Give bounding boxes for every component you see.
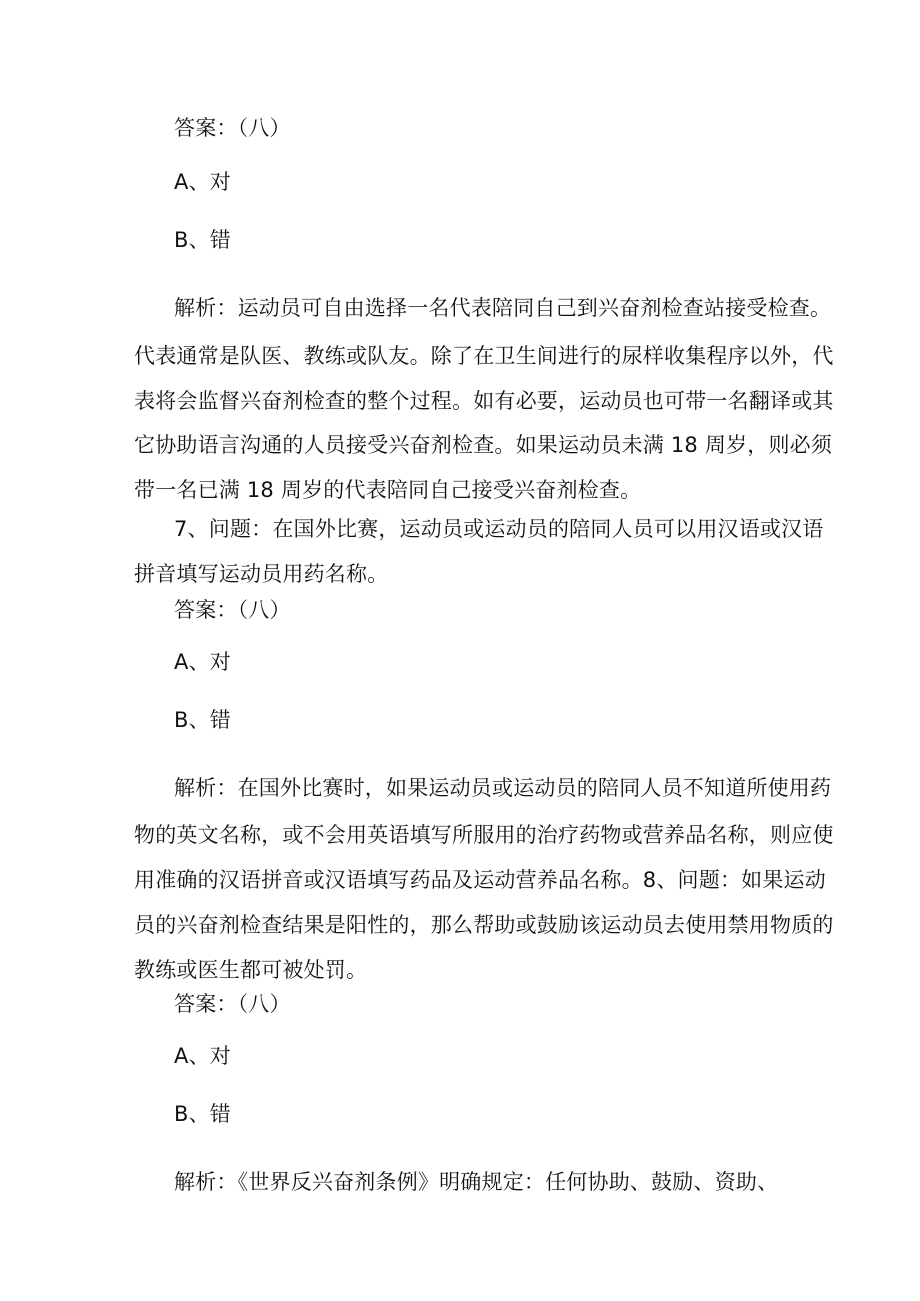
explanation-line: 员的兴奋剂检查结果是阳性的，那么帮助或鼓励该运动员去使用禁用物质的: [134, 913, 834, 937]
explanation-line: 带一名已满 18 周岁的代表陪同自己接受兴奋剂检查。: [134, 478, 642, 502]
explanation-line: 解析：运动员可自由选择一名代表陪同自己到兴奋剂检查站接受检查。: [174, 296, 832, 320]
option-b: B、错: [174, 708, 232, 732]
option-b: B、错: [174, 1102, 232, 1126]
explanation-line: 它协助语言沟通的人员接受兴奋剂检查。如果运动员未满 18 周岁，则必须: [134, 433, 833, 457]
explanation-line: 代表通常是队医、教练或队友。除了在卫生间进行的尿样收集程序以外，代: [134, 344, 834, 368]
option-a: A、对: [174, 170, 231, 194]
answer-line: 答案：（八）: [174, 992, 291, 1016]
question-line: 7、问题：在国外比赛，运动员或运动员的陪同人员可以用汉语或汉语: [174, 517, 824, 541]
explanation-line: 解析：《世界反兴奋剂条例》明确规定：任何协助、鼓励、资助、: [174, 1170, 779, 1194]
explanation-line: 表将会监督兴奋剂检查的整个过程。如有必要，运动员也可带一名翻译或其: [134, 389, 834, 413]
option-a: A、对: [174, 1044, 231, 1068]
answer-line: 答案：（八）: [174, 598, 291, 622]
question-line: 拼音填写运动员用药名称。: [134, 562, 389, 586]
explanation-line: 物的英文名称，或不会用英语填写所服用的治疗药物或营养品名称，则应使: [134, 823, 834, 847]
option-b: B、错: [174, 228, 232, 252]
explanation-line: 解析：在国外比赛时，如果运动员或运动员的陪同人员不知道所使用药: [174, 776, 832, 800]
answer-line: 答案：（八）: [174, 116, 291, 140]
option-a: A、对: [174, 650, 231, 674]
explanation-line: 教练或医生都可被处罚。: [134, 958, 368, 982]
explanation-line: 用准确的汉语拼音或汉语填写药品及运动营养品名称。8、问题：如果运动: [134, 868, 826, 892]
